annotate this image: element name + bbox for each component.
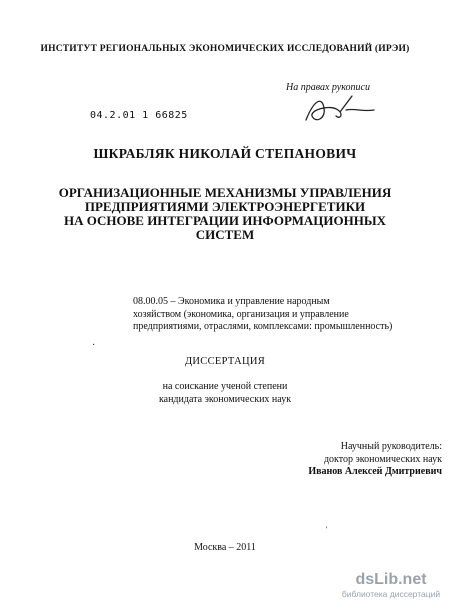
registration-stamp: 04.2.01 1 66825	[90, 110, 188, 121]
supervisor-block	[272, 441, 442, 479]
title-line: ПРЕДПРИЯТИЯМИ ЭЛЕКТРОЭНЕРГЕТИКИ	[84, 199, 366, 214]
specialty-line: предприятиями, отраслями, комплексами: промышленность)	[133, 321, 393, 332]
watermark-logo: dsLib.net	[355, 571, 427, 588]
author-name: ШКРАБЛЯК НИКОЛАЙ СТЕПАНОВИЧ	[93, 146, 357, 161]
institute-header: ИНСТИТУТ РЕГИОНАЛЬНЫХ ЭКОНОМИЧЕСКИХ ИССЛЕДОВАНИЙ (ИРЭИ)	[40, 44, 410, 54]
place-year: Москва – 2011	[194, 542, 256, 553]
specialty-line: хозяйством (экономика, организация и управление	[133, 308, 349, 320]
title-line: ОРГАНИЗАЦИОННЫЕ МЕХАНИЗМЫ УПРАВЛЕНИЯ	[58, 185, 392, 200]
supervisor-label: Научный руководитель:	[340, 441, 442, 452]
specialty-block	[133, 296, 433, 334]
watermark-subtitle: библиотека диссертаций	[341, 589, 441, 599]
dissertation-title	[0, 186, 450, 242]
degree-block	[0, 381, 450, 406]
handwritten-signature	[300, 90, 380, 130]
specialty-line: 08.00.05 – Экономика и управление народным	[133, 296, 330, 307]
degree-line: на соискание ученой степени	[162, 381, 288, 392]
supervisor-degree: доктор экономических наук	[323, 453, 442, 465]
document-type: ДИССЕРТАЦИЯ	[184, 356, 266, 367]
supervisor-name: Иванов Алексей Дмитриевич	[308, 466, 442, 477]
watermark	[336, 571, 446, 600]
title-line: НА ОСНОВЕ ИНТЕГРАЦИИ ИНФОРМАЦИОННЫХ	[63, 213, 387, 228]
stray-mark: ·	[92, 340, 96, 351]
degree-line: кандидата экономических наук	[158, 393, 292, 405]
rights-note: На правах рукописи	[286, 82, 370, 93]
stray-mark: '	[326, 525, 328, 534]
title-line: СИСТЕМ	[195, 227, 255, 242]
